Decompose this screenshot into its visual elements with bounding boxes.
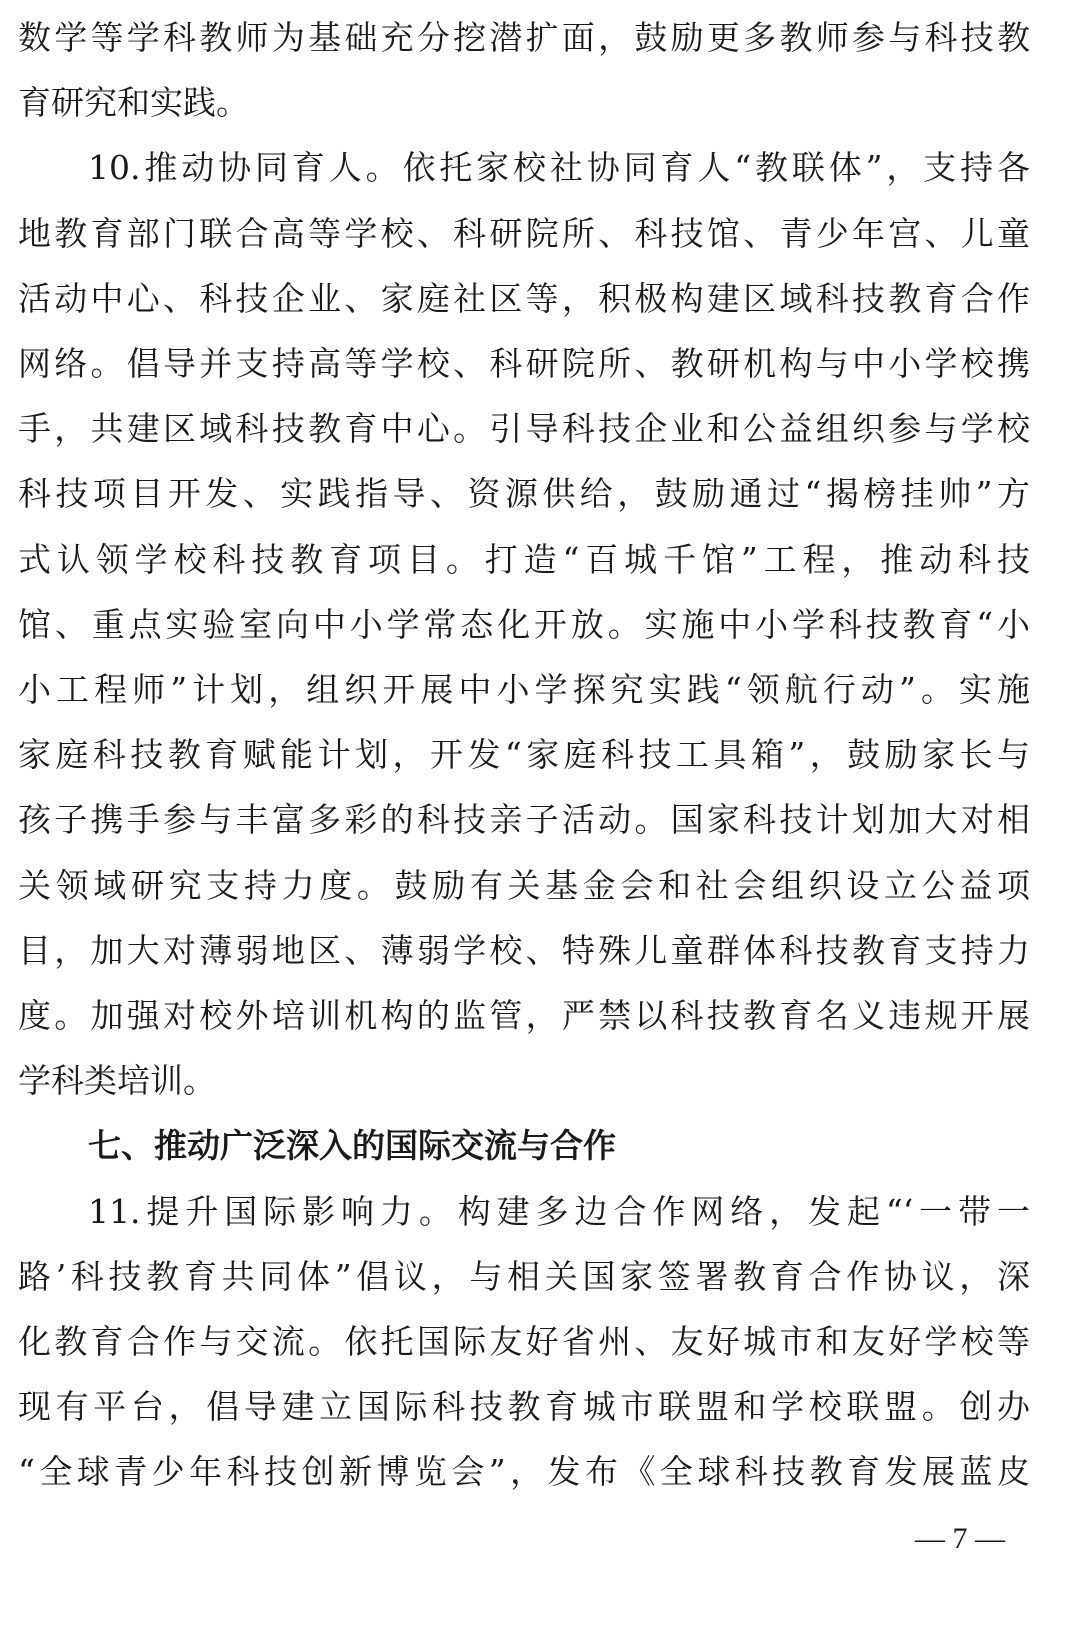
- text-line: 数学等学科教师为基础充分挖潜扩面，鼓励更多教师参与科技教: [18, 18, 1030, 57]
- text-line: 孩子携手参与丰富多彩的科技亲子活动。国家科技计划加大对相: [18, 800, 1030, 840]
- text-line: 11.提升国际影响力。构建多边合作网络，发起“‘一带一: [88, 1191, 1030, 1231]
- text-line: 馆、重点实验室向中小学常态化开放。实施中小学科技教育“小: [18, 604, 1030, 644]
- text-line: 科技项目开发、实践指导、资源供给，鼓励通过“揭榜挂帅”方: [18, 474, 1030, 514]
- text-line: 10.推动协同育人。依托家校社协同育人“教联体”，支持各: [88, 148, 1030, 188]
- text-line: 地教育部门联合高等学校、科研院所、科技馆、青少年宫、儿童: [18, 213, 1030, 253]
- text-line: 目，加大对薄弱地区、薄弱学校、特殊儿童群体科技教育支持力: [18, 930, 1030, 970]
- text-line: 路’科技教育共同体”倡议，与相关国家签署教育合作协议，深: [18, 1256, 1030, 1296]
- section-heading: 七、推动广泛深入的国际交流与合作: [88, 1126, 616, 1166]
- text-line: 家庭科技教育赋能计划，开发“家庭科技工具箱”，鼓励家长与: [18, 735, 1030, 775]
- text-line: 度。加强对校外培训机构的监管，严禁以科技教育名义违规开展: [18, 996, 1030, 1035]
- text-line: 育研究和实践。: [18, 83, 249, 123]
- text-line: 化教育合作与交流。依托国际友好省州、友好城市和友好学校等: [18, 1322, 1030, 1361]
- text-line: 手，共建区域科技教育中心。引导科技企业和公益组织参与学校: [18, 409, 1030, 449]
- text-line: 网络。倡导并支持高等学校、科研院所、教研机构与中小学校携: [18, 344, 1030, 383]
- page-number: — 7 —: [915, 1522, 1005, 1555]
- text-line: 活动中心、科技企业、家庭社区等，积极构建区域科技教育合作: [18, 278, 1030, 318]
- text-line: 式认领学校科技教育项目。打造“百城千馆”工程，推动科技: [18, 539, 1030, 579]
- text-line: 小工程师”计划，组织开展中小学探究实践“领航行动”。实施: [18, 670, 1030, 709]
- text-line: 学科类培训。: [18, 1061, 216, 1101]
- text-line: 现有平台，倡导建立国际科技教育城市联盟和学校联盟。创办: [18, 1387, 1030, 1427]
- text-line: “全球青少年科技创新博览会”，发布《全球科技教育发展蓝皮: [18, 1452, 1030, 1492]
- text-line: 关领域研究支持力度。鼓励有关基金会和社会组织设立公益项: [18, 865, 1030, 905]
